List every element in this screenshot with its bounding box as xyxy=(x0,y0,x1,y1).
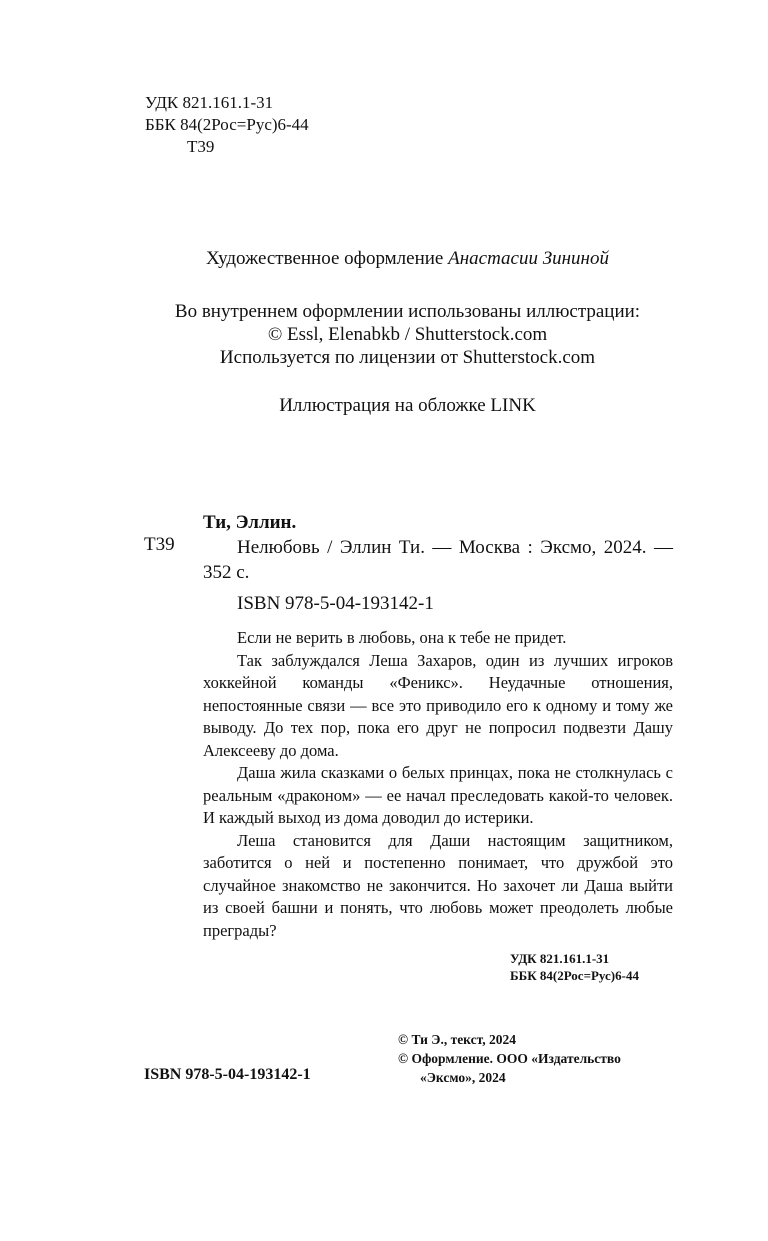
copyright-text: © Ти Э., текст, 2024 xyxy=(398,1032,516,1047)
illustration-line-2: © Essl, Elenabkb / Shutterstock.com xyxy=(267,324,548,345)
copyright-design-1: © Оформление. ООО «Издательство xyxy=(398,1051,621,1066)
catalog-isbn: ISBN 978-5-04-193142-1 xyxy=(237,593,434,614)
annotation-paragraph: Даша жила сказками о белых принцах, пока не столкнулась с реальным «драконом» — ее начал преследовать какой-то человек. И каждый выход из дома доводил до истерики. xyxy=(203,763,673,827)
catalog-code: Т39 xyxy=(144,534,175,555)
classification-block xyxy=(145,92,309,158)
author-mark: Т39 xyxy=(187,137,215,156)
catalog-author: Ти, Эллин. xyxy=(203,512,297,533)
annotation xyxy=(203,627,673,942)
copyright-design-2: «Эксмо», 2024 xyxy=(420,1070,506,1085)
illustration-line-1: Во внутреннем оформлении использованы иллюстрации: xyxy=(174,301,641,322)
design-artist: Анастасии Зининой xyxy=(448,248,609,269)
annotation-paragraph: Леша становится для Даши настоящим защитником, заботится о ней и постепенно понимает, что дружбой это случайное знакомство не закончится. Но захочет ли Даша выйти из своей башни и понять, что любовь может преодолеть любые преграды? xyxy=(203,830,673,940)
catalog-entry xyxy=(203,510,673,616)
design-credit xyxy=(120,247,695,270)
cover-illustration-credit: Иллюстрация на обложке LINK xyxy=(279,395,536,416)
annotation-paragraph: Если не верить в любовь, она к тебе не придет. xyxy=(237,628,567,647)
illustration-credits xyxy=(120,300,695,369)
illustration-line-3: Используется по лицензии от Shutterstock.com xyxy=(219,347,596,368)
isbn-bottom: ISBN 978-5-04-193142-1 xyxy=(144,1066,311,1083)
small-classification xyxy=(510,950,639,984)
catalog-description: Нелюбовь / Эллин Ти. — Москва : Эксмо, 2024. — 352 с. xyxy=(203,537,673,583)
copyright-block xyxy=(398,1030,688,1087)
bbk-code: ББК 84(2Рос=Рус)6-44 xyxy=(145,115,309,134)
annotation-paragraph: Так заблуждался Леша Захаров, один из лучших игроков хоккейной команды «Феникс». Неудачные отношения, непостоянные связи — все это приводило его к одному и тому же выводу. До тех пор, пока его друг не попросил подвезти Дашу Алексееву до дома. xyxy=(203,650,673,760)
small-bbk: ББК 84(2Рос=Рус)6-44 xyxy=(510,968,639,983)
small-udk: УДК 821.161.1-31 xyxy=(510,951,610,966)
design-label: Художественное оформление xyxy=(206,248,444,269)
udk-code: УДК 821.161.1-31 xyxy=(145,93,274,112)
